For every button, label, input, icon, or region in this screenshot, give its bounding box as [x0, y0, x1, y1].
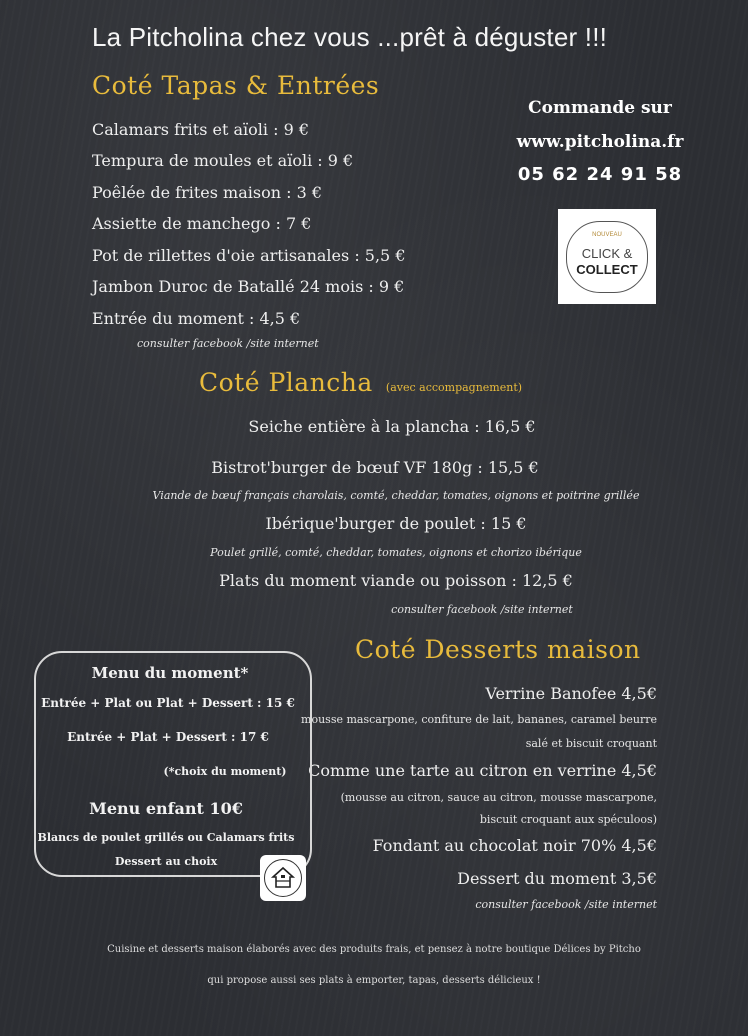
kids-menu-line: Dessert au choix [114, 855, 218, 868]
click-collect-line1: CLICK & [581, 246, 633, 261]
plancha-item: Bistrot'burger de bœuf VF 180g : 15,5 € [211, 458, 539, 477]
desserts-note: consulter facebook /site internet [475, 898, 657, 911]
dessert-desc: mousse mascarpone, confiture de lait, bananes, caramel beurre [301, 713, 657, 726]
menu-formula: Entrée + Plat ou Plat + Dessert : 15 € [41, 696, 295, 710]
tapas-item: Assiette de manchego : 7 € [92, 214, 312, 233]
dessert-item: Dessert du moment 3,5€ [457, 869, 657, 888]
kids-menu-line: Blancs de poulet grillés ou Calamars frits [37, 831, 295, 844]
plancha-item: Ibérique'burger de poulet : 15 € [265, 514, 527, 533]
plancha-item-desc: Poulet grillé, comté, cheddar, tomates, oignons et chorizo ibérique [210, 546, 582, 559]
dessert-desc: (mousse au citron, sauce au citron, mousse mascarpone, [340, 791, 657, 804]
dessert-item: Fondant au chocolat noir 70% 4,5€ [372, 836, 657, 855]
page-title: La Pitcholina chez vous ...prêt à déguster !!! [92, 22, 608, 52]
tapas-item: Poêlée de frites maison : 3 € [92, 183, 323, 202]
dessert-item: Verrine Banofee 4,5€ [485, 684, 657, 703]
tapas-note: consulter facebook /site internet [137, 337, 319, 350]
dessert-desc: salé et biscuit croquant [525, 737, 657, 750]
tapas-item: Jambon Duroc de Batallé 24 mois : 9 € [92, 277, 405, 296]
order-phone[interactable]: 05 62 24 91 58 [517, 164, 683, 185]
dessert-item: Comme une tarte au citron en verrine 4,5€ [308, 761, 657, 780]
menu-title: Menu du moment* [91, 664, 249, 682]
kids-menu-title: Menu enfant 10€ [89, 799, 243, 818]
click-collect-new: NOUVEAU [592, 232, 622, 238]
plancha-heading-row [199, 368, 522, 397]
dessert-desc: biscuit croquant aux spéculoos) [479, 813, 657, 826]
plancha-item: Seiche entière à la plancha : 16,5 € [248, 417, 536, 436]
fait-maison-logo-icon [260, 855, 306, 901]
tapas-item: Entrée du moment : 4,5 € [92, 309, 301, 328]
tapas-item: Calamars frits et aïoli : 9 € [92, 120, 310, 139]
footer-line: Cuisine et desserts maison élaborés avec des produits frais, et pensez à notre boutique Délices by Pitcho [107, 944, 641, 955]
plancha-heading: Coté Plancha [199, 368, 373, 397]
order-label: Commande sur [528, 98, 672, 118]
plancha-item: Plats du moment viande ou poisson : 12,5 € [219, 571, 573, 590]
footer-line: qui propose aussi ses plats à emporter, tapas, desserts délicieux ! [207, 975, 541, 986]
plancha-item-desc: Viande de bœuf français charolais, comté, cheddar, tomates, oignons et poitrine grillée [152, 489, 640, 502]
tapas-item: Pot de rillettes d'oie artisanales : 5,5 € [92, 246, 406, 265]
plancha-note: consulter facebook /site internet [391, 603, 573, 616]
plancha-subheading: (avec accompagnement) [385, 381, 523, 394]
tapas-heading: Coté Tapas & Entrées [92, 71, 380, 100]
tapas-item: Tempura de moules et aïoli : 9 € [92, 151, 354, 170]
click-collect-badge-icon [558, 209, 656, 304]
menu-formula: Entrée + Plat + Dessert : 17 € [67, 730, 269, 744]
menu-footnote: (*choix du moment) [163, 765, 287, 778]
order-website[interactable]: www.pitcholina.fr [516, 132, 684, 152]
desserts-heading: Coté Desserts maison [355, 635, 641, 664]
click-collect-line2: COLLECT [576, 262, 638, 277]
